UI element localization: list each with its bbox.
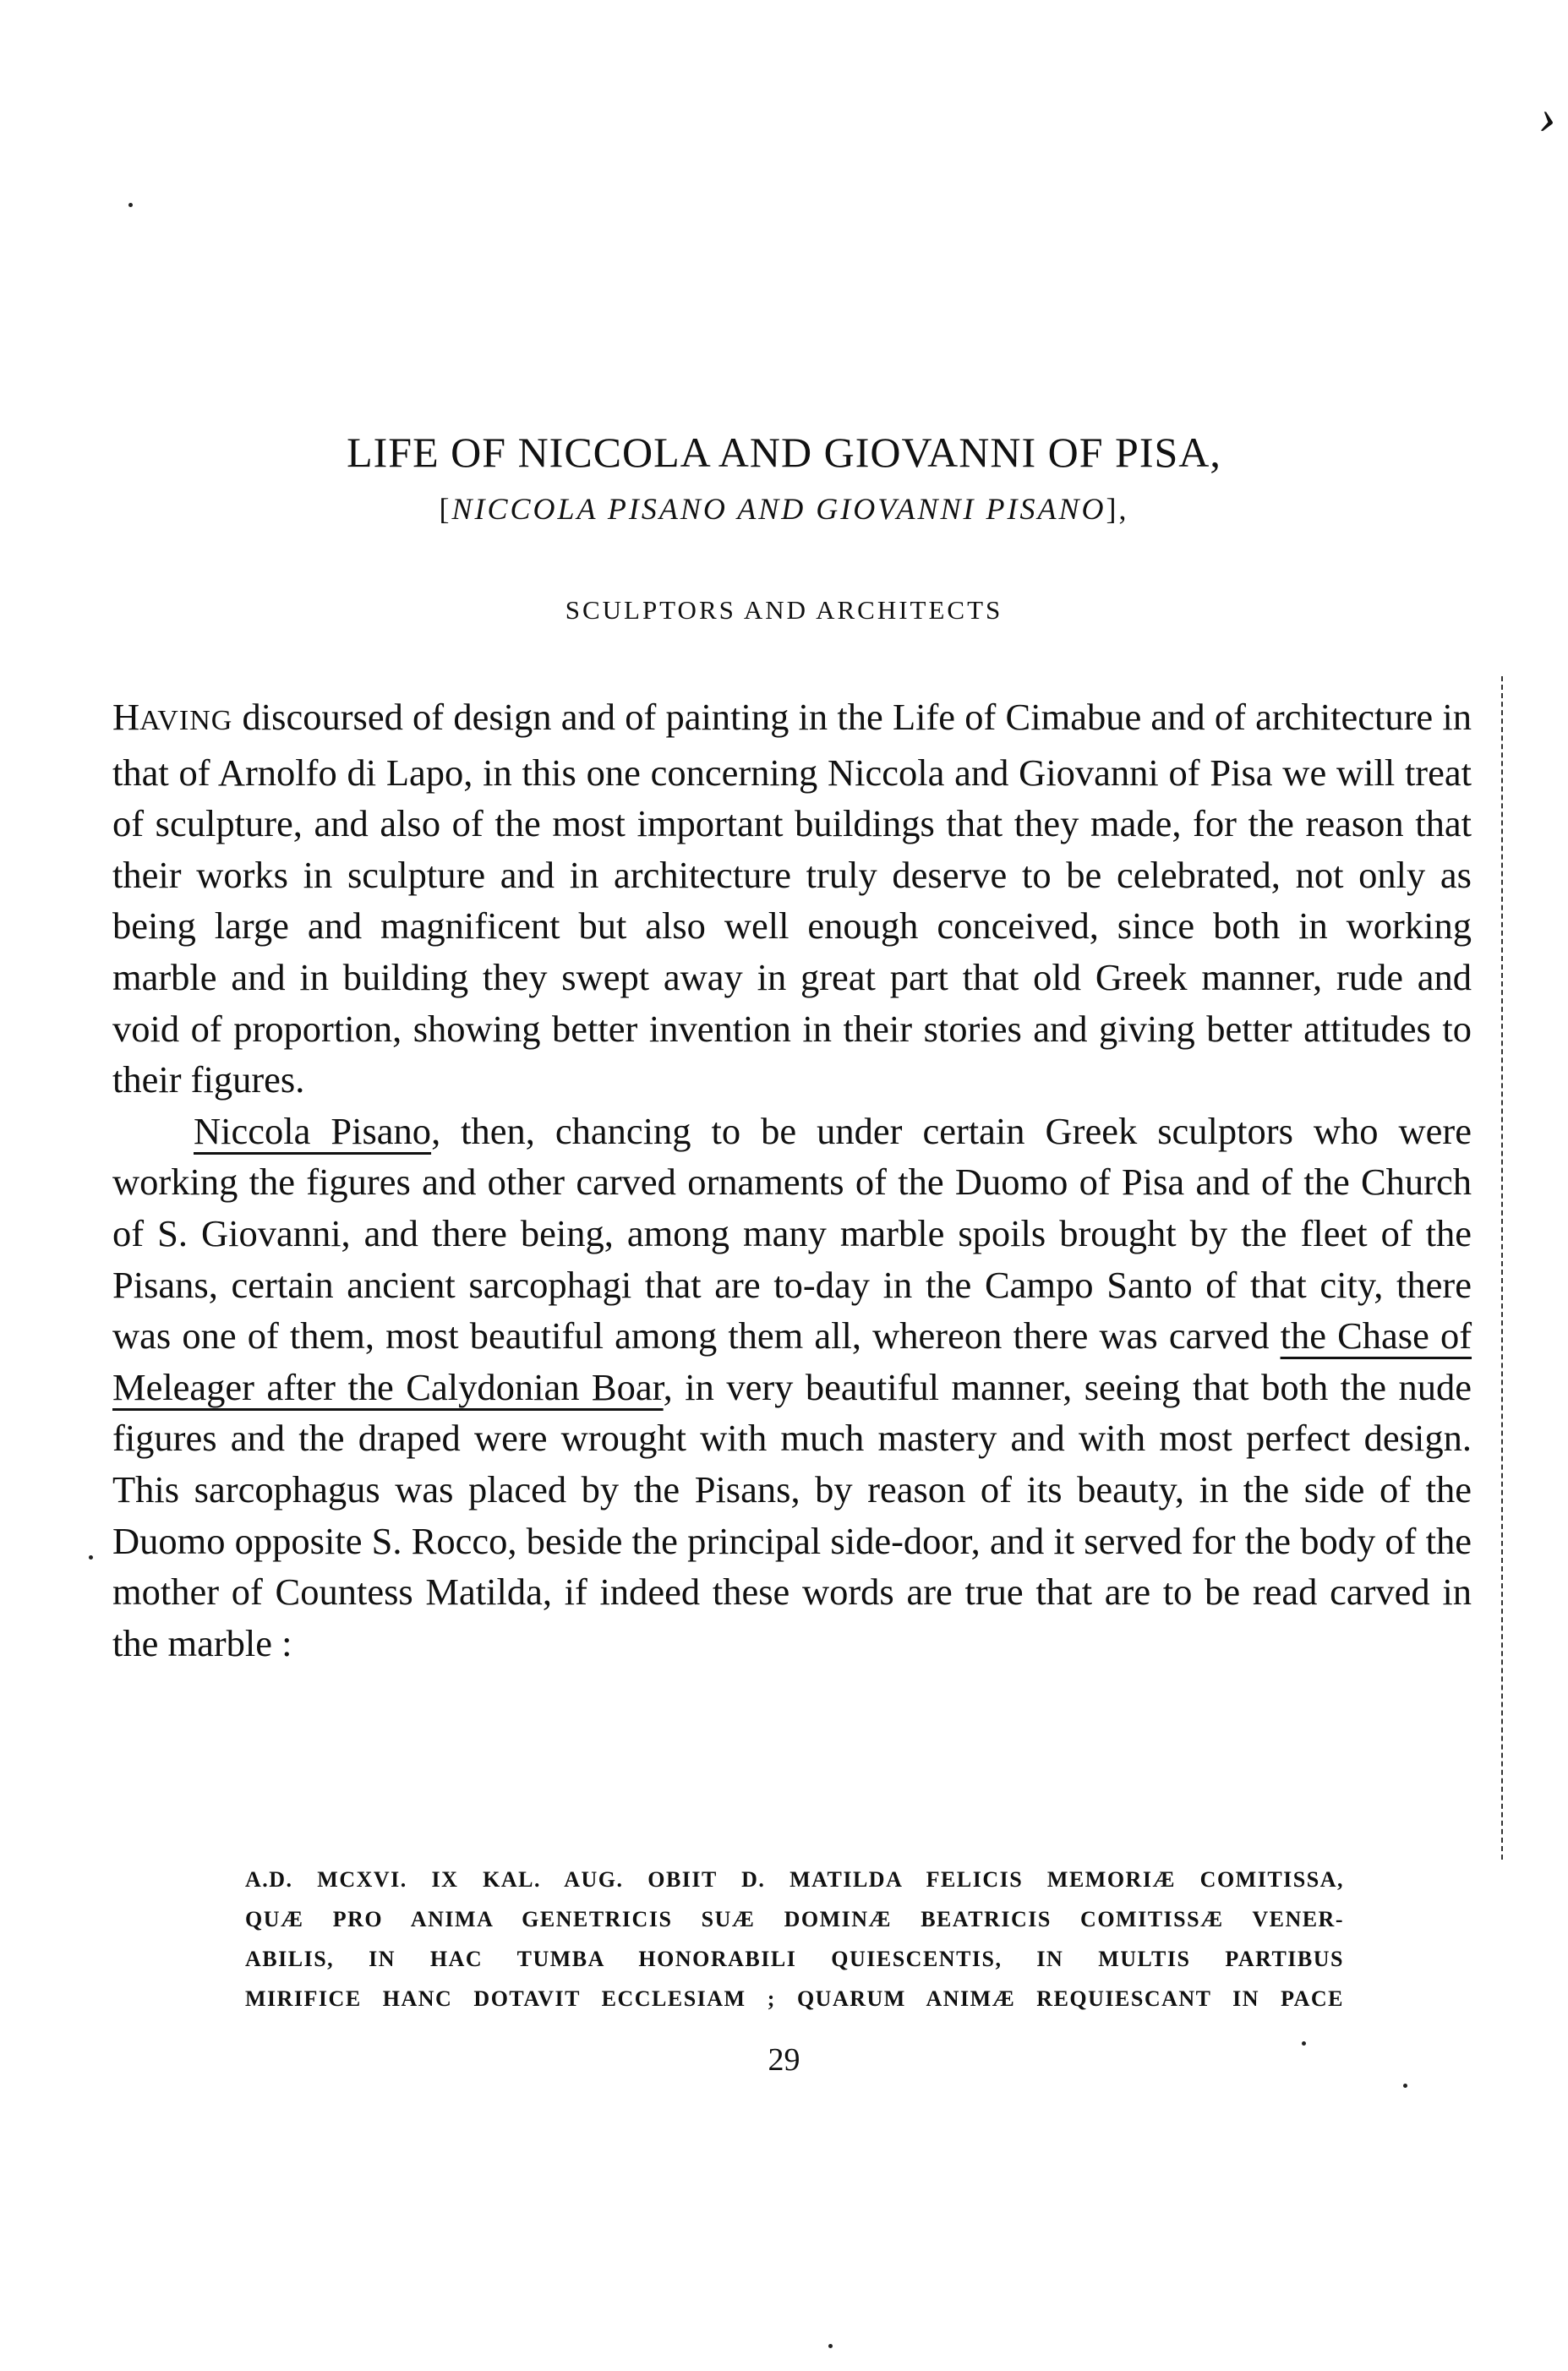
smallcaps-word: AVING <box>139 705 233 736</box>
dropcap: H <box>112 696 140 738</box>
body-text <box>112 691 1472 1669</box>
subtitle-open-bracket: [ <box>439 492 452 526</box>
paragraph-2 <box>112 1106 1472 1669</box>
inscription-block <box>245 1860 1344 2019</box>
scan-speck <box>1403 2084 1407 2088</box>
paragraph-2-text-a: , then, chancing to be under certain Greek sculptors who were working the figures and other carved ornaments of the Duomo of Pisa and of the Church of S. Giovanni, and there being, among many marble spoils brought by the fleet of the Pisans, certain ancient sarcophagi that are to-day in the Campo Santo of that city, there was one of them, most beautiful among them all, whereon there was carved <box>112 1109 1472 1358</box>
corner-pencil-mark: › <box>1535 87 1562 146</box>
paragraph-2-text-b: , in very beautiful manner, seeing that both the nude figures and the draped were wrought with much mastery and with most perfect design. This sarcophagus was placed by the Pisans, by reason of its beauty, in the side of the Duomo opposite S. Rocco, beside the principal side-door, and it served for the body of the mother of Countess Matilda, if indeed these words are true that are to be read carved in the marble : <box>112 1365 1472 1664</box>
page-number: 29 <box>768 2042 800 2078</box>
subtitle-text: NICCOLA PISANO AND GIOVANNI PISANO <box>451 492 1106 526</box>
underlined-subject: the Chase of Meleager after the Calydonian Boar <box>112 1314 1472 1408</box>
chapter-caption: SCULPTORS AND ARCHITECTS <box>565 595 1003 625</box>
scan-speck <box>89 1555 93 1560</box>
inscription-line: MIRIFICE HANC DOTAVIT ECCLESIAM ; QUARUM ANIMÆ REQUIESCANT IN PACE <box>245 1986 1344 2011</box>
inscription-line: A.D. MCXVI. IX KAL. AUG. OBIIT D. MATILDA FELICIS MEMORIÆ COMITISSA, <box>245 1867 1344 1892</box>
chapter-subtitle <box>0 490 1568 527</box>
chapter-title: LIFE OF NICCOLA AND GIOVANNI OF PISA, <box>347 429 1221 476</box>
scan-speck <box>128 203 133 207</box>
paragraph-1 <box>112 691 1472 1106</box>
paragraph-1-text: discoursed of design and of painting in the Life of Cimabue and of architecture in that of Arnolfo di Lapo, in this one concerning Niccola and Giovanni of Pisa we will treat of sculpture, and also of the most important buildings that they made, for the reason that their works in sculpture and in architecture truly deserve to be celebrated, not only as being large and magnificent but also well enough conceived, since both in working marble and in building they swept away in great part that old Greek manner, rude and void of proportion, showing better invention in their stories and giving better attitudes to their figures. <box>112 696 1472 1101</box>
inscription-line: QUÆ PRO ANIMA GENETRICIS SUÆ DOMINÆ BEATRICIS COMITISSÆ VENER- <box>245 1907 1344 1931</box>
margin-pencil-line <box>1501 676 1506 1860</box>
subtitle-close-bracket: ], <box>1106 492 1129 526</box>
inscription-line: ABILIS, IN HAC TUMBA HONORABILI QUIESCENTIS, IN MULTIS PARTIBUS <box>245 1947 1344 1971</box>
underlined-name: Niccola Pisano <box>194 1109 432 1152</box>
scan-speck <box>828 2344 833 2348</box>
